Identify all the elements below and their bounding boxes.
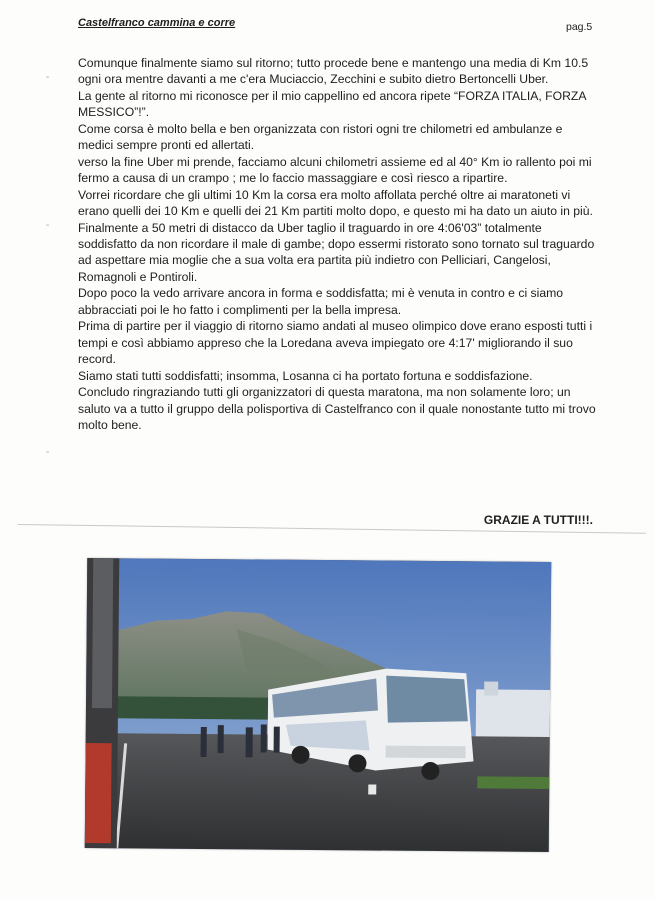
margin-mark: -	[46, 220, 50, 231]
bus	[267, 668, 474, 781]
margin-mark: -	[46, 447, 50, 458]
article-body	[78, 55, 598, 433]
grass	[477, 776, 549, 789]
paragraph: Finalmente a 50 metri di distacco da Uber taglio il traguardo in ore 4:06'03” totalmente soddisfatto da non ricordare il male di gambe; dopo essermi ristorato sono tornato sul traguardo ad aspettare mia moglie che a sua volta era partita più indietro con Pelliciari, Cangelosi, Romagnoli e Pontiroli.	[78, 220, 595, 284]
paragraph: Concludo ringraziando tutti gli organizzatori di questa maratona, ma non solamente loro; un saluto va a tutto il gruppo della polisportiva di Castelfranco con il quale nonostante tutto mi trovo molto bene.	[78, 385, 596, 432]
paragraph: verso la fine Uber mi prende, facciamo alcuni chilometri assieme ed al 40° Km io rallento poi mi fermo a causa di un crampo ; me lo faccio massaggiare e così riesco a ripartire.	[78, 154, 592, 186]
paragraph: Vorrei ricordare che gli ultimi 10 Km la corsa era molto affollata perché oltre ai maratoneti vi erano quelli dei 10 Km e quelli dei 21 Km partiti molto dopo, e questo mi ha dato un aiuto in più.	[78, 187, 593, 219]
photo-bus-mountains	[85, 558, 552, 852]
page-number: pag.5	[566, 21, 593, 33]
paragraph: Siamo stati tutti soddisfatti; insomma, Losanna ci ha portato fortuna e soddisfazione.	[78, 368, 533, 383]
paragraph: Comunque finalmente siamo sul ritorno; tutto procede bene e mantengo una media di Km 10.5 ogni ora mentre davanti a me c'era Muciaccio, Zecchini e subito dietro Bertoncelli Uber.	[78, 56, 589, 87]
paragraph: Come corsa è molto bella e ben organizzata con ristori ogni tre chilometri ed ambulanze e medici sempre pronti ed allertati.	[78, 121, 563, 153]
paragraph: Dopo poco la vedo arrivare ancora in forma e soddisfatta; mi è venuta in contro e ci siamo abbracciati poi le ho fatto i complimenti per la bella impresa.	[78, 286, 564, 317]
signoff: GRAZIE A TUTTI!!!.	[483, 513, 593, 527]
paragraph: La gente al ritorno mi riconosce per il mio cappellino ed ancora ripete “FORZA ITALIA, FORZA MESSICO”!”.	[78, 88, 586, 120]
paragraph: Prima di partire per il viaggio di ritorno siamo andati al museo olimpico dove erano esposti tutti i tempi e così abbiamo appreso che la Loredana aveva impiegato ore 4:17' migliorando il suo record.	[78, 319, 593, 367]
margin-mark: -	[46, 72, 50, 83]
header-title: Castelfranco cammina e corre	[78, 17, 236, 29]
